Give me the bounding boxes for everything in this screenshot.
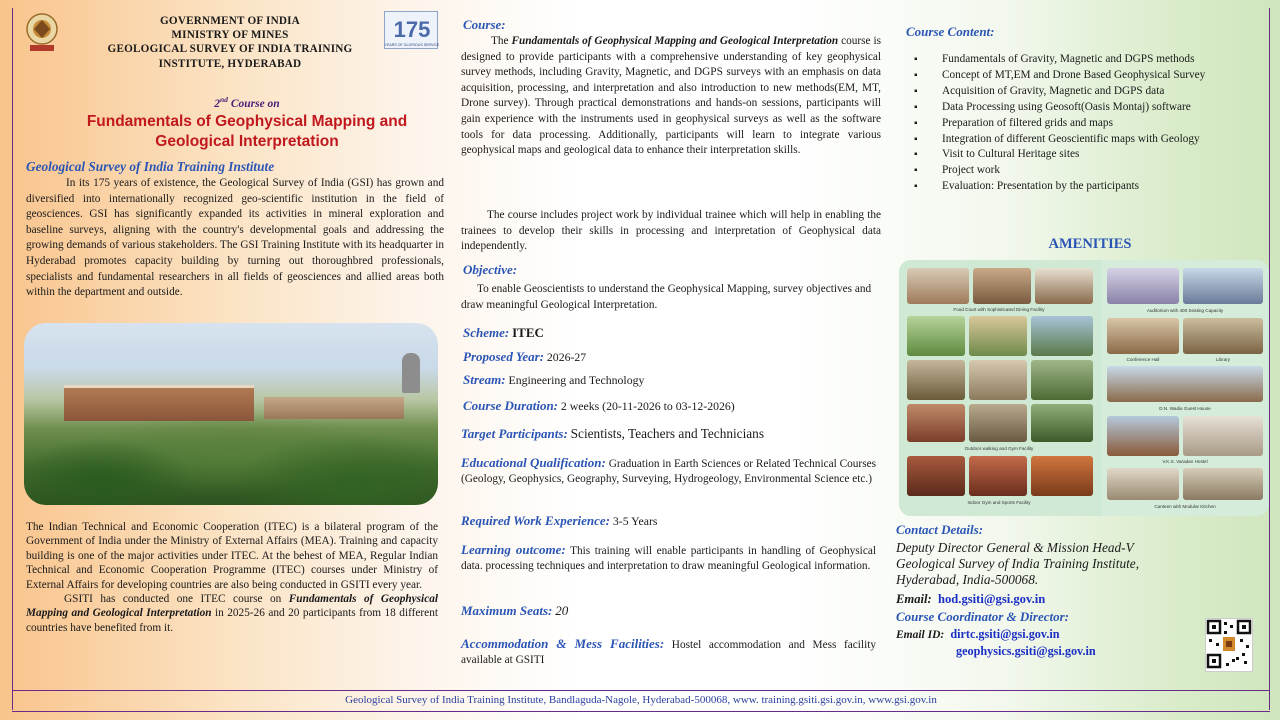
itec-paragraph: The Indian Technical and Economic Cooperation (ITEC) is a bilateral program of the Government of India under the Ministry of External Affairs (MEA). Training and capacity building is one of the major activities under ITEC. At the behest of MEA, Regular Indian Technical and Economic Cooperation Programme (ITEC) courses under Ministry of External Affairs for developing countries are also being conducted in GSITI every year. [26,521,438,591]
list-item: ▪ Fundamentals of Gravity, Magnetic and DGPS methods [914,52,1254,68]
gsi-heading: Geological Survey of India Training Institute [26,159,275,174]
amenity-caption: Outdoor walking and Gym Facility [964,446,1034,451]
amenity-caption: Auditorium with 400 Seating Capacity [1146,308,1224,313]
list-item: ▪ Data Processing using Geosoft(Oasis Montaj) software [914,100,1254,116]
course-text: course is designed to provide participants with a comprehensive understanding of key geophysical survey methods, including Gravity, Magnetic, and DGPS surveys with an emphasis on data acquisition, processing, and interpretation and also introduction to new methods(EM, MT, Drone survey). Through practical demonstrations and hands-on sessions, participants will gain experience with the instruments used in geophysical surveys as well as the software tools for data processing. Additionally, participants will learn to integrate various geophysical maps and geological data to enhance their interpretation skills. [461,35,881,157]
course-content-list [914,52,1254,195]
coordinator-email-link[interactable]: dirtc.gsiti@gsi.gov.in [950,627,1060,641]
guest-house-photo [1107,366,1263,402]
stream-value: Engineering and Technology [508,373,645,387]
gsiti-text: GSITI has conducted one ITEC course on [64,593,289,606]
hostel-photo [1107,416,1179,456]
gsiti-paragraph [26,592,438,635]
course-number-suffix: nd [220,95,228,104]
geophysics-email-link[interactable]: geophysics.gsiti@gsi.gov.in [956,644,1096,658]
water-tower [402,353,420,393]
amenity-caption: Conference Hall [1126,357,1160,362]
government-emblem-icon [22,11,62,55]
svg-text:YEARS OF GLORIOUS SERVICE: YEARS OF GLORIOUS SERVICE [385,43,439,47]
amenities-title: AMENITIES [1048,236,1132,252]
organization-header [80,14,380,71]
gym-photo [969,404,1027,442]
itec-section [26,520,438,635]
org-line: INSTITUTE, HYDERABAD [158,57,302,70]
campus-garden-photo [907,316,965,356]
hostel-room-photo [1183,416,1263,456]
list-item: ▪ Integration of different Geoscientific maps with Geology [914,132,1254,148]
duration-row [463,398,735,414]
contact-line: Deputy Director General & Mission Head-V [896,540,1134,555]
course-title-line: Geological Interpretation [155,133,339,150]
list-item: ▪ Project work [914,163,1254,179]
year-label: Proposed Year: [463,349,545,364]
conference-hall-photo [1107,318,1179,354]
course-text: The [491,35,512,47]
experience-row [461,513,657,529]
experience-label: Required Work Experience: [461,513,611,528]
campus-garden-photo [969,316,1027,356]
list-item: ▪ Evaluation: Presentation by the participants [914,179,1254,195]
course-title-line: Fundamentals of Geophysical Mapping and [86,113,408,130]
course-label: Course: [463,17,506,32]
auditorium-photo [1107,268,1179,304]
org-line: MINISTRY OF MINES [171,29,289,42]
course-name: Fundamentals of Geophysical Mapping and Geological Interpretation [511,35,839,47]
coordinator-label: Course Coordinator & Director: [896,609,1069,624]
email-label: Email: [896,592,932,606]
amenity-caption: V.K.S. Varadan Hostel [1162,459,1208,464]
contact-line: Geological Survey of India Training Institute, [896,556,1140,571]
scheme-row [463,325,544,341]
scheme-value: ITEC [512,325,544,340]
outdoor-photo [969,360,1027,400]
target-label: Target Participants: [461,426,568,441]
amenity-caption: Library [1215,357,1231,362]
scheme-label: Scheme: [463,325,510,340]
course-description [461,34,881,159]
course-project-paragraph: The course includes project work by individual trainee which will help in enabling the trainees to develop their skills in processing and interpretation of Geophysical data independently. [461,209,881,253]
email-link[interactable]: hod.gsiti@gsi.gov.in [937,592,1046,606]
contact-details-label: Contact Details: [896,522,984,537]
outdoor-photo [907,360,965,400]
list-item: ▪ Visit to Cultural Heritage sites [914,147,1254,163]
canteen-photo [1183,468,1263,500]
objective-label: Objective: [463,262,518,277]
amenities-right-panel [1101,260,1269,516]
learning-label: Learning outcome: [461,542,566,557]
objective-text: To enable Geoscientists to understand the Geophysical Mapping, survey objectives and draw meaningful Geological Interpretation. [461,283,872,311]
course-number-digit: 2 [214,97,221,110]
list-item: ▪ Preparation of filtered grids and maps [914,116,1254,132]
gsiti-text: in 2025-26 and 20 participants from 18 different countries have benefited from it. [26,607,438,634]
footer-bar [12,690,1270,712]
canteen-photo [1107,468,1179,500]
duration-value: 2 weeks (20-11-2026 to 03-12-2026) [560,399,735,413]
education-value: Graduation in Earth Sciences or Related Technical Courses (Geology, Geophysics, Geography, Surveying, Hydrogeology, Environmental Science etc.) [461,458,876,486]
email-id-label: Email ID: [896,629,945,641]
contact-email-row [896,592,1045,607]
amenities-collage [899,260,1269,516]
seats-row [461,603,568,619]
amenity-caption: Food Court with Sophisticated Dining Facility [953,307,1045,312]
target-value: Scientists, Teachers and Technicians [570,426,765,441]
accommodation-label: Accommodation & Mess Facilities: [461,636,665,651]
auditorium-photo [1183,268,1263,304]
list-item: ▪ Concept of MT,EM and Drone Based Geophysical Survey [914,68,1254,84]
outdoor-photo [1031,360,1093,400]
education-label: Educational Qualification: [461,455,606,470]
list-item: ▪ Acquisition of Gravity, Magnetic and DGPS data [914,84,1254,100]
coordinator-email-row-2 [956,644,1096,659]
org-line: GOVERNMENT OF INDIA [160,15,300,27]
accommodation-value: Hostel accommodation and Mess facility available at GSITI [461,639,876,667]
course-content-label: Course Content: [906,24,995,39]
qr-code-icon[interactable] [1205,618,1253,672]
duration-label: Course Duration: [463,398,558,413]
campus-garden-photo [1031,316,1093,356]
gym-photo [907,404,965,442]
education-block [461,455,876,487]
amenity-caption: Canteen with Modular Kitchen [1154,504,1216,509]
amenity-caption: D.N. Wadia Guest House [1159,406,1211,411]
campus-photo [24,323,438,505]
seats-label: Maximum Seats: [461,603,553,618]
seats-value: 20 [555,603,569,618]
indoor-gym-photo [1031,456,1093,496]
library-photo [1183,318,1263,354]
course-title [24,112,470,152]
food-court-photo [907,268,969,304]
food-court-photo [973,268,1031,304]
learning-value: This training will enable participants in handling of Geophysical data. processing techniques and interpretation to draw meaningful Geological information. [461,545,876,573]
year-row [463,349,586,365]
contact-line: Hyderabad, India-500068. [896,572,1039,587]
amenity-caption: Indoor Gym and Sports Facility [967,500,1031,505]
course-number [24,95,470,110]
learning-block [461,542,876,574]
campus-building [64,385,254,421]
stream-row [463,372,644,388]
gsiti-course-name: Fundamentals of Geophysical Mapping and Geological Interpretation [26,593,439,620]
footer-text: Geological Survey of India Training Institute, Bandlaguda-Nagole, Hyderabad-500068, www. training.gsiti.gsi.gov.in, www.gsi.gov.in [345,694,937,706]
org-line: GEOLOGICAL SURVEY OF INDIA TRAINING [107,43,353,56]
indoor-gym-photo [907,456,965,496]
food-court-photo [1035,268,1093,304]
stream-label: Stream: [463,372,506,387]
gym-photo [1031,404,1093,442]
target-row [461,426,764,442]
175-years-badge [384,11,438,49]
experience-value: 3-5 Years [612,514,658,528]
gsi-intro-paragraph: In its 175 years of existence, the Geological Survey of India (GSI) has grown and diversified into internationally recognized geo-scientific institution in the field of geosciences. GSI has significantly expanded its activities in mineral exploration and baseline surveys, aligning with the country's developmental goals and addressing the growing demands of various stakeholders. The GSI Training Institute with its headquarter in Hyderabad promotes capacity building by turning out thoroughbred professionals, specialists and fundamental researchers in all fields of geosciences and allied areas both within the department and outside. [26,177,444,299]
coordinator-email-row [896,627,1060,642]
indoor-gym-photo [969,456,1027,496]
campus-building [264,397,404,419]
course-number-text: Course on [227,97,280,110]
year-value: 2026-27 [546,350,587,364]
contact-address [896,540,1139,588]
amenities-left-panel [899,260,1099,516]
accommodation-block [461,636,876,668]
svg-text:175: 175 [393,17,431,42]
